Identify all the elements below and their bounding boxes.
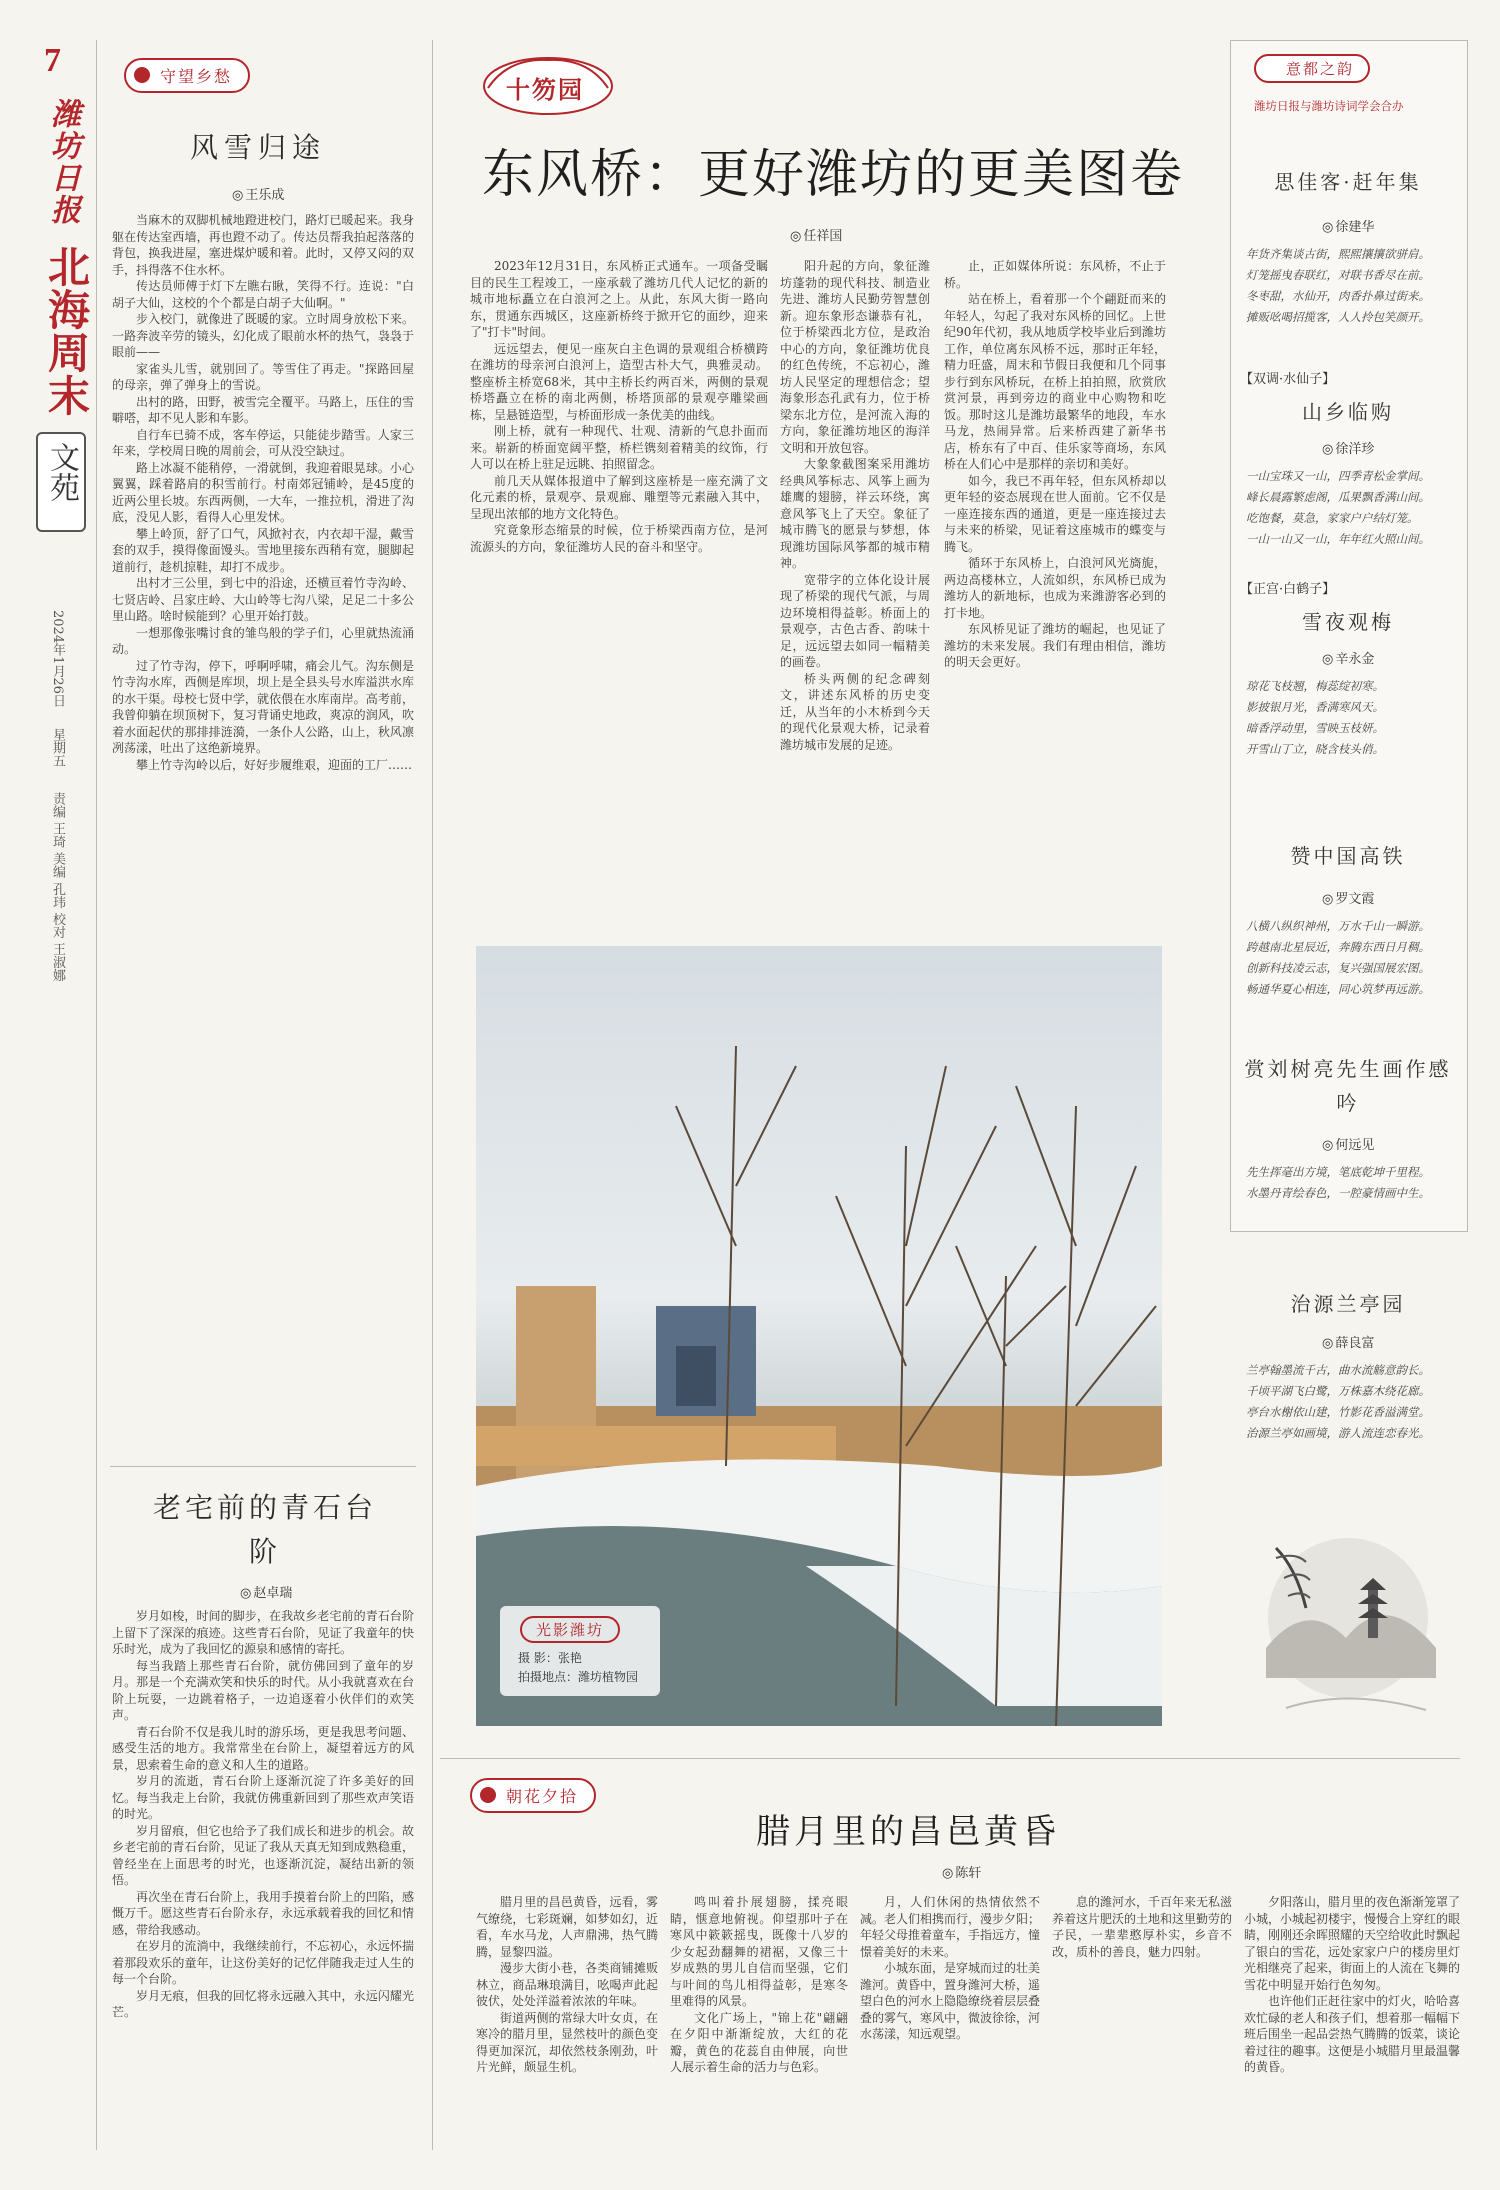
title-text: 老宅前的青石台阶 [152, 1491, 377, 1568]
photographer: 摄 影：张艳 [518, 1651, 582, 1665]
paragraph: 小城东面，是穿城而过的壮美潍河。黄昏中，置身潍河大桥，遥望白色的河水上隐隐缭绕着层层叠叠的雾气，寒风中，微波徐徐，河水荡漾，知远观望。 [860, 1961, 1040, 2041]
poem-author-3: ◎ 辛永金 [1322, 648, 1374, 667]
poem-line: 亭台水榭依山建，竹影花香溢满堂。 [1246, 1405, 1430, 1419]
tag-label: 守望乡愁 [124, 58, 250, 93]
supplement-name: 北海周末 [42, 245, 91, 417]
paragraph: 腊月里的昌邑黄昏，远看，雾气缭绕，七彩斑斓，如梦如幻，近看，车水马龙，人声鼎沸，热气腾腾，显黎四溢。 [476, 1895, 658, 1959]
poem-line: 跨越南北星辰近，奔腾东西日月稠。 [1246, 940, 1430, 954]
paragraph: 街道两侧的常绿大叶女贞，在寒冷的腊月里，显然枝叶的颜色变得更加深沉，却依然枝条刚劲，叶片光鲜，颇显生机。 [476, 2010, 658, 2074]
paragraph: 如今，我已不再年轻，但东风桥却以更年轻的姿态展现在世人面前。它不仅是一座连接东西的通道，更是一座连接过去与未来的桥梁，见证着这座城市的蝶变与腾飞。 [944, 473, 1166, 554]
poem-author-4: ◎ 罗文霞 [1322, 888, 1374, 907]
poem-sub-2: 【双调·水仙子】 [1240, 372, 1336, 387]
article-author-fengxue: ◎ 王乐成 [232, 184, 284, 203]
section-label: 文苑 [44, 442, 79, 502]
paragraph: 岁月的流逝，青石台阶上逐渐沉淀了许多美好的回忆。每当我走上台阶，我就仿佛重新回到了那些欢声笑语的时光。 [112, 1774, 414, 1821]
column-logo [478, 48, 618, 120]
poem-line: 一山一山又一山，年年红火照山间。 [1246, 532, 1430, 546]
paragraph: 漫步大街小巷，各类商铺摊贩林立，商品琳琅满目，吆喝声此起彼伏，处处洋溢着浓浓的年味。 [476, 1961, 658, 2008]
poem-title-6: 治源兰亭园 [1290, 1292, 1406, 1316]
poem-line: 影披银月光，香满寒风天。 [1246, 700, 1384, 714]
paragraph: 刚上桥，就有一种现代、壮观、清新的气息扑面而来。崭新的桥面宽阔平整，桥栏镌刻着精美的纹饰，行人可以在桥上驻足远眺、拍照留念。 [470, 424, 768, 471]
article-title-qingshi [150, 1486, 380, 1574]
poem-line: 暗香浮动里，雪映玉枝妍。 [1246, 721, 1384, 735]
paragraph: 究竟象形态缩景的时候，位于桥梁西南方位，是河流源头的方向，象征潍坊人民的奋斗和坚守。 [470, 523, 768, 554]
paragraph: 桥头两侧的纪念碑刻文，讲述东风桥的历史变迁，从当年的小木桥到今天的现代化景观大桥，记录着潍坊城市发展的足迹。 [780, 671, 930, 752]
poem-author-1: ◎ 徐建华 [1322, 216, 1374, 235]
poem-body-6 [1246, 1360, 1452, 1444]
paragraph: 一想那像张嘴讨食的雏鸟般的学子们，心里就热流涌动。 [112, 625, 414, 656]
poem-line: 千顷平湖飞白鹭，万株嘉木绕花廊。 [1246, 1384, 1430, 1398]
column-head-label: 意都之韵 [1254, 54, 1370, 83]
poem-line: 摊贩吆喝招揽客，人人拎包笑颜开。 [1246, 310, 1430, 324]
editors-credit: 责编 王琦 美编 孔玮 校对 王淑娜 [50, 792, 65, 982]
poem-body-3 [1246, 676, 1452, 760]
poem-line: 水墨丹青绘春色，一腔豪情画中生。 [1246, 1186, 1430, 1200]
paragraph: 出村的路，田野，被雪完全覆平。马路上，压住的雪噼嗒，却不见人影和车影。 [112, 394, 414, 425]
poem-body-4 [1246, 916, 1452, 1000]
paragraph: 站在桥上，看着那一个个翩跹而来的年轻人，勾起了我对东风桥的回忆。上世纪90年代初，我从地质学校毕业后到潍坊工作，单位离东风桥不远，那时正年轻，精力旺盛，周末和节假日我便和几个同事步行到东风桥玩，在桥上拍拍照，欣赏欣赏河景，再到旁边的商业中心购物和吃饭。那时这儿是潍坊最繁华的地段，车水马龙，热闹异常。后来桥西建了新华书店，桥东有了中百、佳乐家等商场，东风桥在人们心中是那样的亲切和美好。 [944, 292, 1166, 471]
main-body-col-a [470, 258, 768, 948]
paragraph: 出村才三公里，到七中的沿途，还横亘着竹寺沟岭、七贤店岭、吕家庄岭、大山岭等七沟八梁，足足二十多公里山路。啥时候能到？心里开始打鼓。 [112, 576, 414, 623]
poem-line: 灯笼摇曳春联红，对联书香尽在前。 [1246, 268, 1430, 282]
paragraph: 文化广场上，"锦上花"翩翩在夕阳中渐渐绽放，大红的花瓣，黄色的花蕊自由伸展，向世人展示着生命的活力与色彩。 [670, 2010, 848, 2074]
paragraph: 阳升起的方向，象征潍坊蓬勃的现代科技、制造业先进、潍坊人民勤劳智慧创新。迎东象形态谦恭有礼，位于桥梁西北方位，是政治中心的方向，象征潍坊优良的红色传统，不忘初心，潍坊人民坚定的理想信念；望海象形态孔武有力，位于桥梁东北方位，是河流入海的方向，象征潍坊地区的海洋文明和开放包容。 [780, 259, 930, 455]
poem-title-2: 山乡临购 [1302, 400, 1394, 424]
paragraph: 自行车已骑不成，客车停运，只能徒步踏雪。人家三年来，学校周日晚的周前会，可从没空缺过。 [112, 427, 414, 458]
page-number: 7 [44, 42, 61, 79]
paragraph: 再次坐在青石台阶上，我用手摸着台阶上的凹陷，感慨万千。愿这些青石台阶永存，永远承载着我的回忆和情感，带给我感动。 [112, 1889, 414, 1937]
photo-tag: 光影潍坊 [520, 1616, 620, 1643]
tag-label: 朝花夕拾 [470, 1778, 596, 1813]
paragraph: 岁月如梭，时间的脚步，在我故乡老宅前的青石台阶上留下了深深的痕迹。这些青石台阶，见证了我童年的快乐时光，成为了我回忆的源泉和感情的寄托。 [112, 1609, 414, 1656]
bottom-col-e [1244, 1894, 1460, 2154]
paragraph: 月，人们休闲的热情依然不减。老人们相携而行，漫步夕阳；年轻父母推着童车，手指远方，憧憬着美好的未来。 [860, 1895, 1040, 1959]
tag-chaohua-xishi [470, 1778, 596, 1813]
paragraph: 岁月无痕，但我的回忆将永远融入其中，永远闪耀光芒。 [112, 1988, 414, 2019]
poem-author-6: ◎ 薛良富 [1322, 1332, 1374, 1351]
bottom-author: ◎ 陈轩 [942, 1862, 981, 1881]
poem-line: 治源兰亭如画境，游人流连恋春光。 [1246, 1426, 1430, 1440]
paragraph: 大象象截图案采用潍坊经典风筝标志、风筝上画为雄鹰的翅膀，祥云环绕，寓意风筝飞上了天空。象征了城市腾飞的愿景与梦想，体现潍坊国际风筝都的城市精神。 [780, 457, 930, 570]
paragraph: 在岁月的流淌中，我继续前行，不忘初心，永远怀揣着那段欢乐的童年，让这份美好的记忆伴随我走过人生的每一个台阶。 [112, 1939, 414, 1986]
main-body-col-b [780, 258, 930, 948]
paragraph: 每当我踏上那些青石台阶，就仿佛回到了童年的岁月。那是一个充满欢笑和快乐的时代。从小我就喜欢在台阶上玩耍，一边跳着格子，一边追逐着小伙伴们的欢笑声。 [112, 1658, 414, 1722]
article-author-qingshi: ◎ 赵卓瑞 [240, 1582, 292, 1601]
poem-line: 兰亭翰墨流千古，曲水流觞意韵长。 [1246, 1363, 1430, 1377]
poem-author-5: ◎ 何远见 [1322, 1134, 1374, 1153]
poem-line: 吃饱餐，莫急，家家户户结灯笼。 [1246, 511, 1419, 525]
poem-body-2 [1246, 466, 1452, 550]
paragraph: 宽带字的立体化设计展现了桥梁的现代气派，与周边环境相得益彰。桥面上的景观亭，古色古香、韵味十足，远远望去如同一幅精美的画卷。 [780, 572, 930, 669]
bottom-divider [440, 1758, 1460, 1759]
tag-shouwang-xiangchou [124, 58, 250, 93]
paragraph: 路上冰凝不能稍停，一滑就倒，我迎着眼晃球。小心翼翼，踩着路肩的积雪前行。村南郊冠铺岭，是45度的近两公里长坡。东西两侧，一大车，一推拉机，滑进了沟底，没见人影，看得人心里发怵。 [112, 460, 414, 524]
paragraph: 岁月留痕，但它也给予了我们成长和进步的机会。故乡老宅前的青石台阶，见证了我从天真无知到成熟稳重，曾经坐在上面思考的时光，也逐渐沉淀，凝结出新的领悟。 [112, 1823, 414, 1887]
paper-name: 潍坊日报 [45, 98, 80, 226]
paragraph: 攀上竹寺沟岭以后，好好步履维艰，迎面的工厂…… [136, 757, 413, 772]
article-title-fengxue: 风雪归途 [190, 131, 327, 164]
pagoda-landscape-icon [1236, 1478, 1460, 1738]
photo-caption [500, 1606, 660, 1696]
article-body-fengxue [112, 212, 414, 1434]
poem-line: 畅通华夏心相连，同心筑梦再远游。 [1246, 982, 1430, 996]
col1-divider [110, 1466, 416, 1467]
poem-title-1: 思佳客·赶年集 [1274, 170, 1422, 194]
bottom-col-c [860, 1894, 1040, 2154]
bottom-col-a [476, 1894, 658, 2154]
paragraph: 也许他们正赶往家中的灯火，哈哈喜欢忙碌的老人和孩子们，想着那一幅幅下班后围坐一起品尝热气腾腾的饭菜，谈论着过往的趣事。这便是小城腊月里最温馨的黄昏。 [1244, 1994, 1460, 2074]
poem-title-5: 赏刘树亮先生画作感吟 [1244, 1057, 1452, 1115]
article-body-qingshi [112, 1608, 414, 2148]
paragraph: 传达员师傅于灯下左瞧右瞅，笑得不行。连说："白胡子大仙，这校的个个都是白胡子大仙啊。" [112, 279, 414, 310]
paragraph: 止，正如媒体所说：东风桥，不止于桥。 [944, 259, 1166, 290]
photo-location: 拍摄地点：潍坊植物园 [518, 1670, 639, 1684]
main-body-col-c [944, 258, 1166, 948]
headline-author: ◎ 任祥国 [790, 225, 842, 244]
paragraph: 家雀头儿雪，就别回了。等雪住了再走。"探路回屋的母亲，弹了弹身上的雪说。 [112, 361, 414, 392]
poem-author-2: ◎ 徐洋珍 [1322, 438, 1374, 457]
poetry-column-head [1254, 54, 1370, 83]
poem-line: 开雪山丁立，晓含枝头俏。 [1246, 742, 1384, 756]
headline: 东风桥：更好潍坊的更美图卷 [482, 145, 1185, 205]
paragraph: 夕阳落山，腊月里的夜色渐渐笼罩了小城，小城起初楼宇，慢慢合上穿红的眼睛，刚刚还余晖照耀的天空给收此时飘起了银白的雪花，远处家家户户的楼房里灯光相继亮了起来，街面上的人流在飞舞的雪花中明显开始行色匆匆。 [1244, 1895, 1460, 1992]
paragraph: 远远望去，便见一座灰白主色调的景观组合桥横跨在潍坊的母亲河白浪河上，造型古朴大气，典雅灵动。整座桥主桥宽68米，其中主桥长约两百米，两侧的景观桥塔矗立在桥的南北两侧，桥塔顶部的景观亭雕梁画栋，呈悬链造型，与桥面形成一条优美的曲线。 [470, 341, 768, 422]
bottom-col-b [670, 1894, 848, 2154]
weekday: 星期五 [50, 728, 65, 767]
paragraph: 攀上岭顶，舒了口气，风掀衬衣，内衣却干湿，戴雪套的双手，摸得像面馒头。雪地里接东西稍有宽，腿脚起道前行，趁机掠鞋，却打不成步。 [112, 526, 414, 574]
paragraph: 步入校门，就像进了既暖的家。立时周身放松下来。一路奔波辛劳的镜头，幻化成了眼前水杯的热气，袅袅于眼前—— [112, 312, 414, 359]
poem-body-1 [1246, 244, 1452, 328]
bottom-title: 腊月里的昌邑黄昏 [756, 1812, 1060, 1852]
poem-line: 八横八纵织神州，万水千山一瞬游。 [1246, 919, 1430, 933]
section-badge [36, 432, 86, 532]
feature-photo [476, 946, 1162, 1726]
paragraph: 循环于东风桥上，白浪河风光旖旎，两边高楼林立，人流如织，东风桥已成为潍坊人的新地标，也成为来潍游客必到的打卡地。 [944, 556, 1166, 620]
paragraph: 东风桥见证了潍坊的崛起，也见证了潍坊的未来发展。我们有理由相信，潍坊的明天会更好。 [944, 622, 1166, 669]
masthead-divider [96, 40, 97, 2150]
poem-line: 先生挥毫出方境，笔底乾坤千里程。 [1246, 1165, 1430, 1179]
poem-line: 琼花飞枝翘，梅蕊绽初寒。 [1246, 679, 1384, 693]
bottom-col-d [1052, 1894, 1232, 2154]
paragraph: 前几天从媒体报道中了解到这座桥是一座充满了文化元素的桥，景观亭、景观廊、雕塑等元素融入其中，呈现出浓郁的地方文化特色。 [470, 473, 768, 521]
ink-pagoda-painting [1236, 1478, 1460, 1738]
paragraph: 2023年12月31日，东风桥正式通车。一项备受瞩目的民生工程竣工，一座承载了潍坊几代人记忆的新的城市地标矗立在白浪河之上。从此，东风大街一路向东，贯通东西城区，这座新桥终于掀开它的面纱，迎来了"打卡"时间。 [470, 259, 768, 339]
poem-line: 冬枣甜，水仙开，肉香扑鼻过街来。 [1246, 289, 1430, 303]
paragraph: 鸣叫着扑展翅膀，揉亮眼睛，惬意地俯视。仰望那叶子在寒风中簌簌摇曳，既像十八岁的少女起劲翻舞的裙裾，又像三十岁成熟的男儿自信而坚强，它们与叶间的鸟儿相得益彰，是寒冬里难得的风景。 [670, 1895, 848, 2008]
poem-title-3: 雪夜观梅 [1302, 610, 1394, 634]
poem-line: 一山宝珠又一山，四季青松金掌间。 [1246, 469, 1430, 483]
poem-body-5 [1246, 1162, 1452, 1204]
paragraph: 过了竹寺沟，停下，呼啊呼啸，痛会儿气。沟东侧是竹寺沟水库，西侧是库坝，坝上是全县头号水库溢洪水库的水干渠。母校七贤中学，就依偎在水库南岸。高考前，我曾仰躺在坝顶树下，复习背诵史地政，爽凉的润风，吹着水面起伏的那排排涟漪，一条仆人公路，山上，秋风凛冽荡漾，吐出了这绝新境界。 [112, 658, 414, 755]
paragraph: 息的潍河水，千百年来无私滋养着这片肥沃的土地和这里勤劳的子民，一辈辈憨厚朴实，乡音不改，质朴的善良，魅力四射。 [1052, 1895, 1232, 1959]
poetry-column-sub: 潍坊日报与潍坊诗词学会合办 [1254, 99, 1404, 113]
column-logo-text: 十笏园 [506, 75, 584, 104]
paragraph: 当麻木的双脚机械地蹬进校门，路灯已暖起来。我身躯在传达室西墙，再也蹬不动了。传达员帮我拍起落落的背包，换我进屋，塞进煤炉暖和着。此时，又停又闷的双手，抖得落不住水杯。 [112, 213, 414, 277]
poem-line: 年货齐集谈古街，熙熙攘攘欲骈肩。 [1246, 247, 1430, 261]
paragraph: 青石台阶不仅是我儿时的游乐场，更是我思考问题、感受生活的地方。我常常坐在台阶上，凝望着远方的风景，思索着生命的意义和人生的道路。 [112, 1724, 414, 1772]
col1-right-divider [432, 40, 433, 2150]
poem-title-4: 赞中国高铁 [1290, 844, 1406, 868]
issue-date: 2024年1月26日 [50, 610, 65, 707]
poem-line: 创新科技凌云志，复兴强国展宏图。 [1246, 961, 1430, 975]
poem-sub-3: 【正宫·白鹤子】 [1240, 582, 1336, 597]
poem-line: 峰长晨露繁虑阁，瓜果飘香满山间。 [1246, 490, 1430, 504]
